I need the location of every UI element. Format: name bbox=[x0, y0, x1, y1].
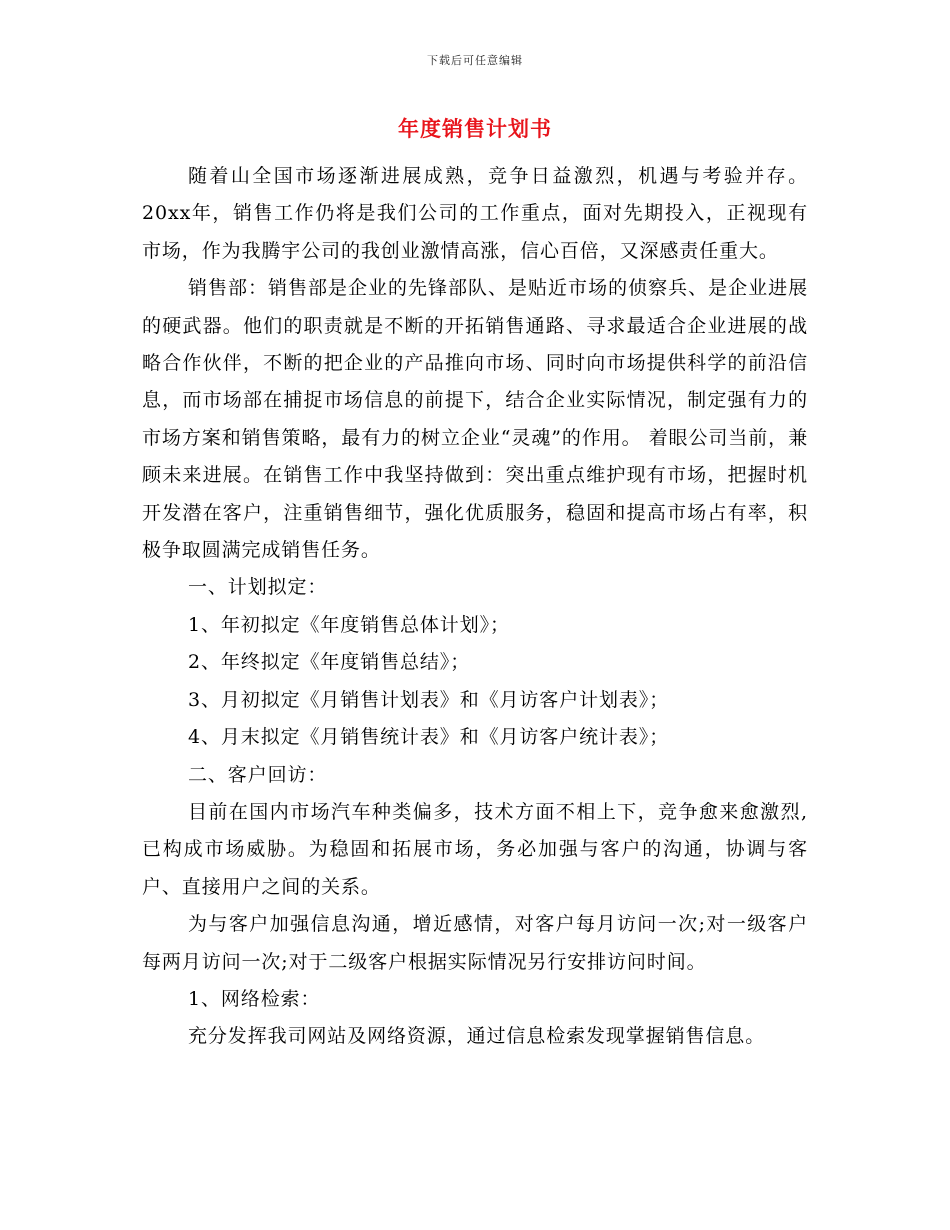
paragraph-visit-schedule: 为与客户加强信息沟通，增近感情，对客户每月访问一次;对一级客户每两月访问一次;对于二级客户根据实际情况另行安排访问时间。 bbox=[142, 913, 808, 973]
header-note: 下载后可任意编辑 bbox=[427, 54, 523, 67]
paragraph-intro: 随着山全国市场逐渐进展成熟，竞争日益激烈，机遇与考验并存。20xx年，销售工作仍将是我们公司的工作重点，面对先期投入，正视现有市场，作为我腾宇公司的我创业激情高涨，信心百倍，又深感责任重大。 bbox=[142, 165, 808, 262]
paragraph-market: 目前在国内市场汽车种类偏多，技术方面不相上下，竞争愈来愈激烈,已构成市场威胁。为稳固和拓展市场，务必加强与客户的沟通，协调与客户、直接用户之间的关系。 bbox=[142, 800, 808, 898]
document-body bbox=[142, 158, 808, 1056]
list-item: 3、月初拟定《月销售计划表》和《月访客户计划表》； bbox=[188, 688, 670, 711]
paragraph-network: 充分发挥我司网站及网络资源，通过信息检索发现掌握销售信息。 bbox=[188, 1025, 766, 1048]
document-title: 年度销售计划书 bbox=[398, 117, 552, 141]
list-item: 4、月末拟定《月销售统计表》和《月访客户统计表》； bbox=[188, 726, 670, 749]
list-item: 1、年初拟定《年度销售总体计划》； bbox=[188, 613, 510, 636]
list-item: 2、年终拟定《年度销售总结》； bbox=[188, 651, 471, 674]
subsection-heading-network: 1、网络检索： bbox=[188, 987, 321, 1010]
section-heading-plan: 一、计划拟定： bbox=[188, 576, 328, 599]
paragraph-sales-department: 销售部：销售部是企业的先锋部队、是贴近市场的侦察兵、是企业进展的硬武器。他们的职责就是不断的开拓销售通路、寻求最适合企业进展的战略合作伙伴，不断的把企业的产品推向市场、同时向市场提供科学的前沿信息，而市场部在捕捉市场信息的前提下，结合企业实际情况，制定强有力的市场方案和销售策略，最有力的树立企业“灵魂”的作用。 着眼公司当前，兼顾未来进展。在销售工作中我坚持做到：突出重点维护现有市场，把握时机开发潜在客户，注重销售细节，强化优质服务，稳固和提高市场占有率，积极争取圆满完成销售任务。 bbox=[142, 277, 808, 562]
section-heading-customer-visit: 二、客户回访： bbox=[188, 763, 328, 786]
